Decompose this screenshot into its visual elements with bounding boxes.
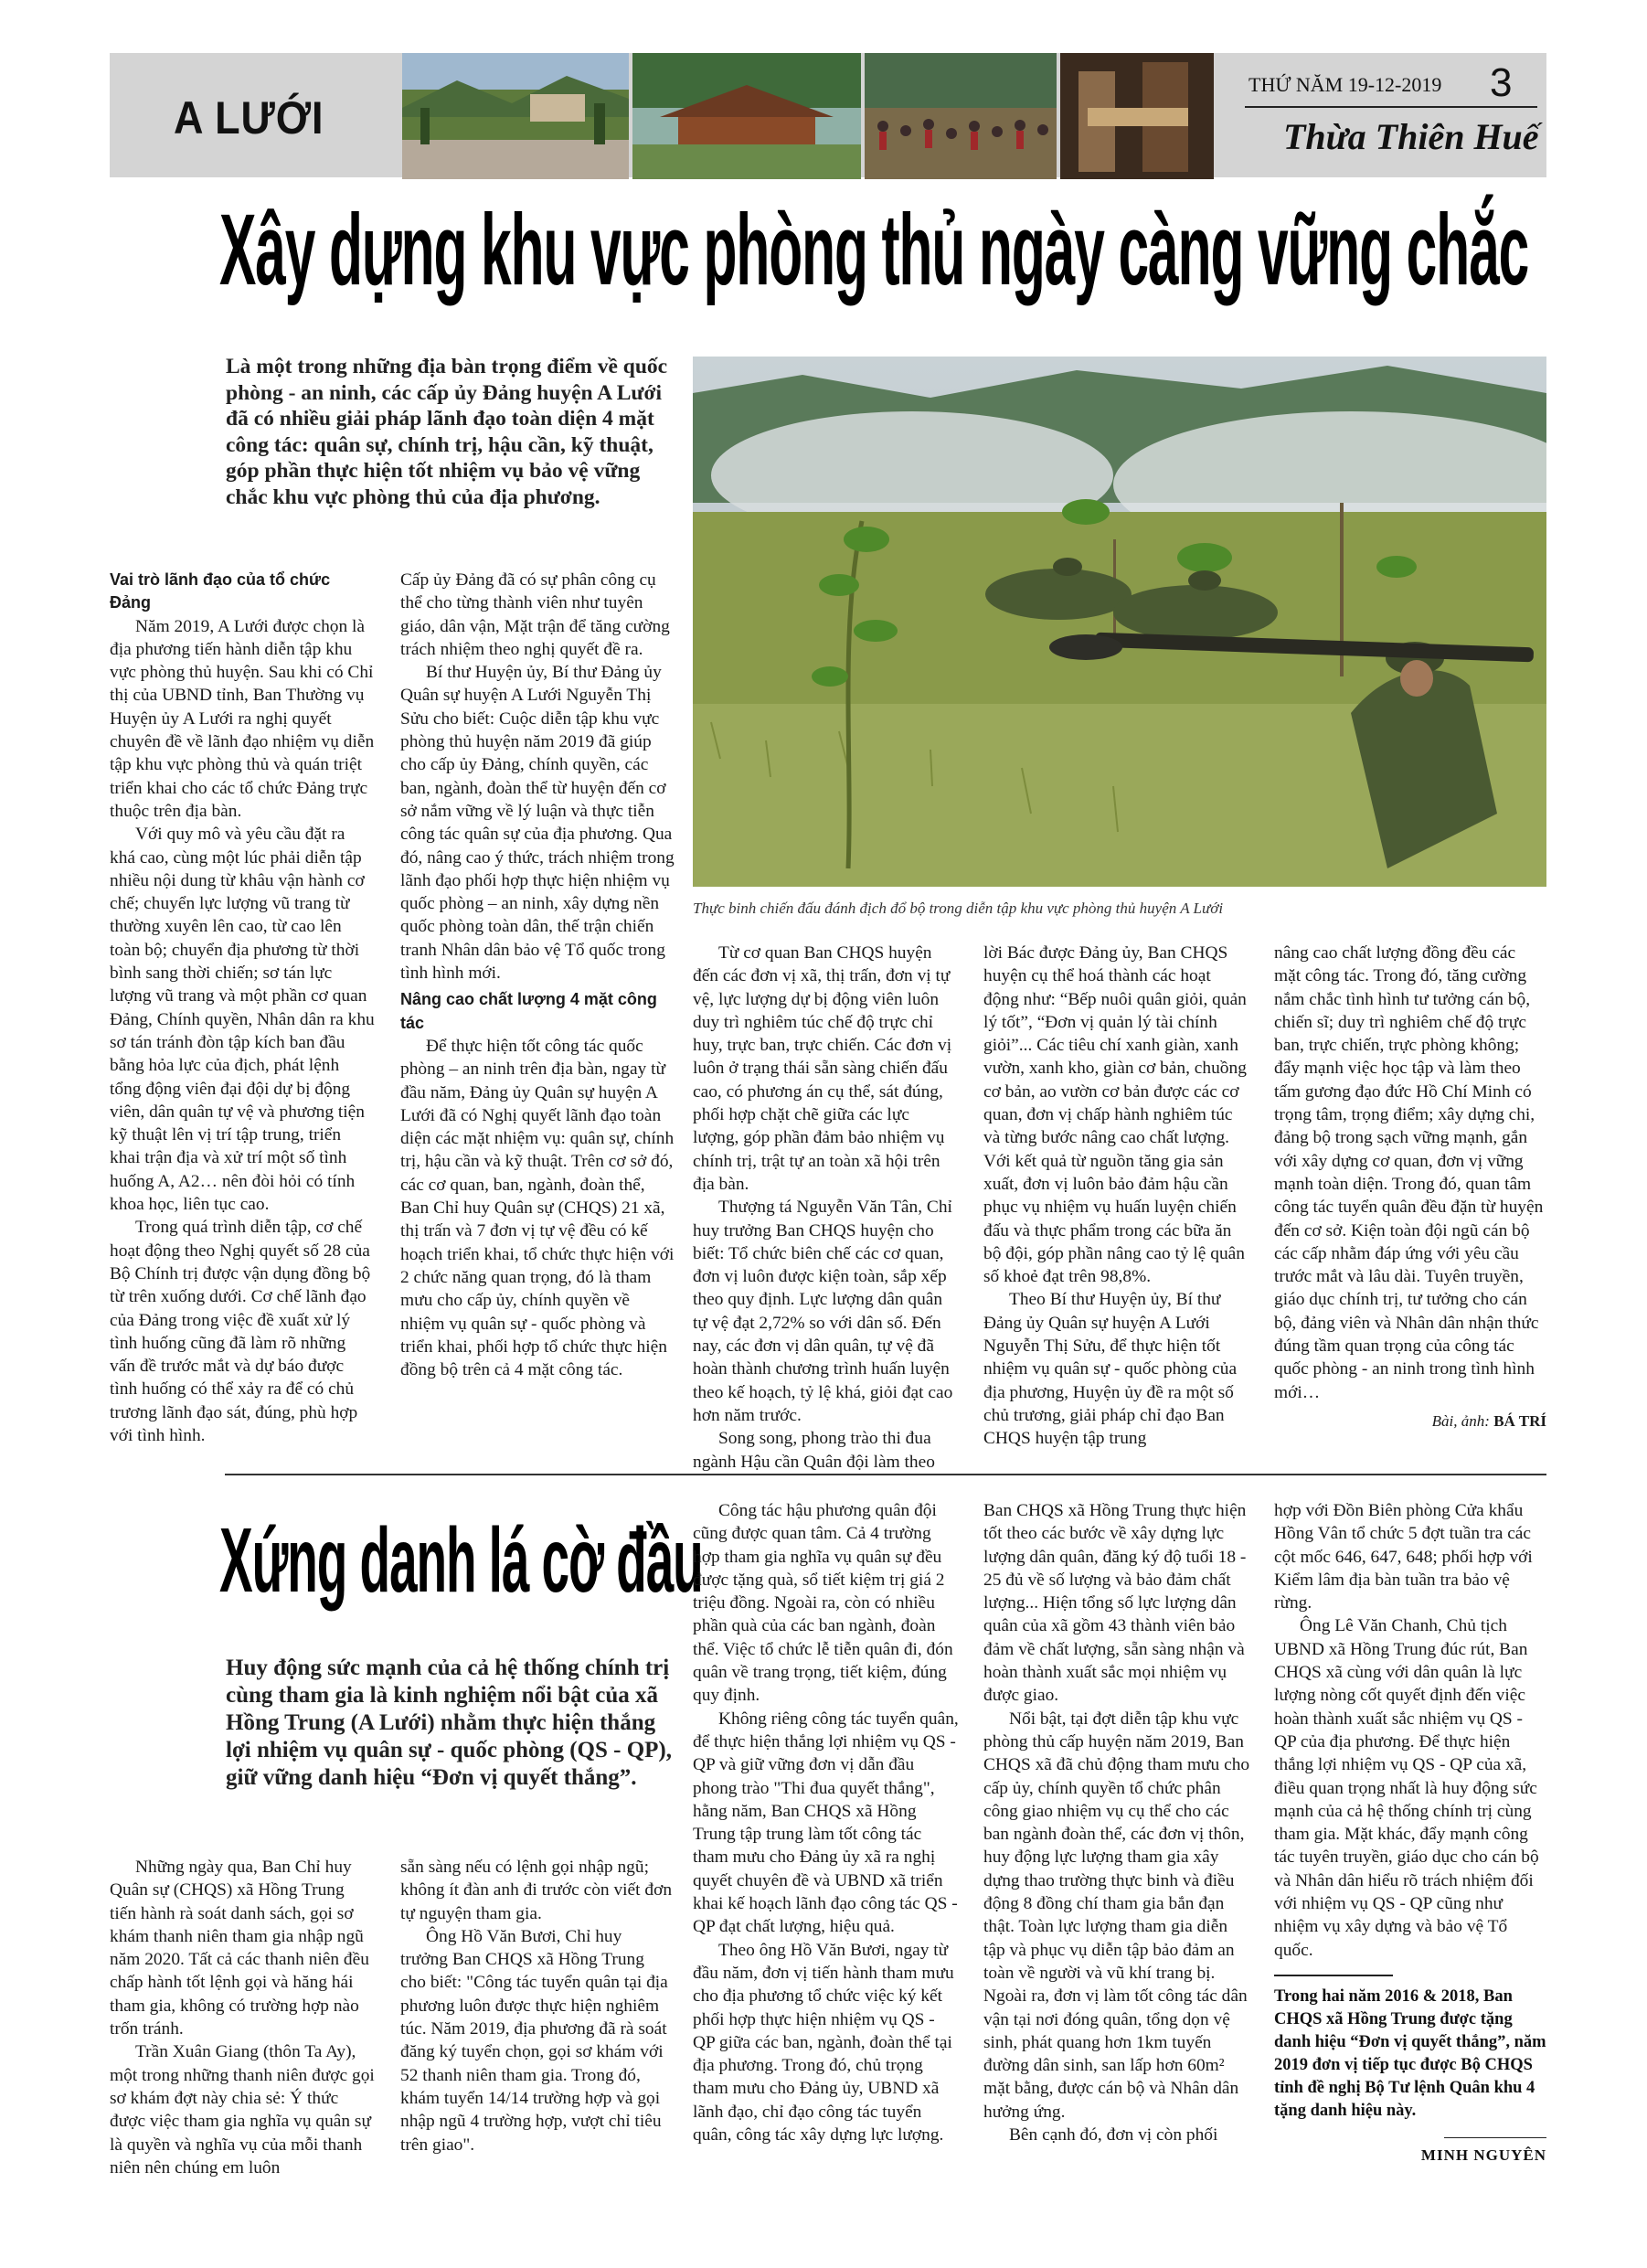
paragraph: Bên cạnh đó, đơn vị còn phối (1009, 2125, 1218, 2146)
article1-column-5 (1274, 942, 1546, 1432)
paragraph: Trong quá trình diễn tập, cơ chế hoạt động theo Nghị quyết số 28 của Bộ Chính trị được vận dụng đồng bộ từ trên xuống dưới. Cơ chế lãnh đạo của Đảng trong việc đề xuất xử lý tình huống cũng đã làm rõ những vấn đề trước mắt và dự báo được tình huống có thể xảy ra để có chủ trương lãnh đạo sát, đúng, phù hợp với tình hình. (110, 1218, 371, 1445)
header-photo-weaving (1060, 53, 1214, 179)
paragraph: Ông Hồ Văn Bươi, Chỉ huy trưởng Ban CHQS xã Hồng Trung cho biết: "Công tác tuyển quân tại địa phương luôn được thực hiện nghiêm túc. Năm 2019, địa phương đã rà soát đăng ký tuyển chọn, gọi sơ khám với 52 thanh niên tham gia. Trong đó, khám tuyển 14/14 trường hợp và gọi nhập ngũ 4 trường hợp, vượt chỉ tiêu trên giao". (400, 1926, 668, 2155)
paragraph: Song song, phong trào thi đua ngành Hậu cần Quân đội làm theo (693, 1429, 935, 1472)
paragraph: Công tác hậu phương quân đội cũng được quan tâm. Cả 4 trường hợp tham gia nghĩa vụ quân sự đều được tặng quà, sổ tiết kiệm trị giá 2 triệu đồng. Ngoài ra, còn có nhiều phần quà của các ban ngành, đoàn thể. Việc tổ chức lễ tiễn quân đi, đón quân về trang trọng, tiết kiệm, đúng quy định. (693, 1501, 953, 1706)
article2-column-1 (110, 1856, 375, 2179)
article1-column-3 (693, 942, 960, 1474)
article1-lede: Là một trong những địa bàn trọng điểm về quốc phòng - an ninh, các cấp ủy Đảng huyện A Lưới đã có nhiều giải pháp lãnh đạo toàn diện 4 mặt công tác: quân sự, chính trị, hậu cần, kỹ thuật, góp phần thực hiện tốt nhiệm vụ bảo vệ vững chắc khu vực phòng thủ của địa phương. (226, 355, 668, 509)
article2-column-4 (983, 1499, 1250, 2146)
article1-author: BÁ TRÍ (1493, 1411, 1546, 1430)
paragraph: Để thực hiện tốt công tác quốc phòng – an ninh trên địa bàn, ngay từ đầu năm, Đảng ủy Quân sự huyện A Lưới đã có Nghị quyết lãnh đạo toàn diện các mặt nhiệm vụ: quân sự, chính trị, hậu cần và kỹ thuật. Trên cơ sở đó, các cơ quan, ban, ngành, đoàn thể, Ban Chỉ huy Quân sự (CHQS) 21 xã, thị trấn và 7 đơn vị tự vệ đều có kế hoạch triển khai, tổ chức thực hiện với 2 chức năng quan trọng, đó là tham mưu cho cấp ủy, chính quyền về nhiệm vụ quân sự - quốc phòng và triển khai, phối hợp tổ chức thực hiện đồng bộ trên cả 4 mặt công tác. (400, 1036, 675, 1380)
paragraph: Từ cơ quan Ban CHQS huyện đến các đơn vị xã, thị trấn, đơn vị tự vệ, lực lượng dự bị động viên luôn duy trì nghiêm túc chế độ trực chỉ huy, trực ban, trực chiến. Các đơn vị luôn ở trạng thái sẵn sàng chiến đấu cao, có phương án cụ thể, sát đúng, phối hợp chặt chẽ giữa các lực lượng, góp phần đảm bảo nhiệm vụ chính trị, trật tự an toàn xã hội trên địa bàn. (693, 943, 952, 1194)
paragraph: Thượng tá Nguyễn Văn Tân, Chỉ huy trưởng Ban CHQS huyện cho biết: Tổ chức biên chế các cơ quan, đơn vị luôn được kiện toàn, sắp xếp theo quy định. Lực lượng dân quân tự vệ đạt 2,72% so với dân số. Đến nay, các đơn vị dân quân, tự vệ đã hoàn thành chương trình huấn luyện theo kế hoạch, tỷ lệ khá, giỏi đạt cao hơn năm trước. (693, 1198, 953, 1425)
article1-photo (693, 357, 1546, 887)
header-photo-stilt-house (632, 53, 861, 179)
paragraph: Nổi bật, tại đợt diễn tập khu vực phòng thủ cấp huyện năm 2019, Ban CHQS xã đã chủ động tham mưu cho cấp ủy, chính quyền tổ chức phân công giao nhiệm vụ cụ thể cho các ban ngành đoàn thể, các đơn vị thôn, huy động lực lượng tham gia xây dựng thao trường thực binh và điều động 8 đồng chí tham gia bắn đạn thật. Toàn lực lượng tham gia diễn tập và phục vụ diễn tập bảo đảm an toàn về người và vũ khí trang bị. Ngoài ra, đơn vị làm tốt công tác dân vận tại nơi đóng quân, tổng dọn vệ sinh, phát quang hơn 1km tuyến đường dân sinh, san lấp hơn 60m² mặt bằng, được cán bộ và Nhân dân hưởng ứng. (983, 1709, 1250, 2122)
paragraph: Bí thư Huyện ủy, Bí thư Đảng ủy Quân sự huyện A Lưới Nguyễn Thị Sửu cho biết: Cuộc diễn tập khu vực phòng thủ huyện năm 2019 đã giúp cho cấp ủy Đảng, chính quyền, các ban, ngành, đoàn thể từ huyện đến cơ sở nắm vững về lý luận và thực tiễn công tác quân sự của địa phương. Qua đó, nâng cao ý thức, trách nhiệm trong lãnh đạo phối hợp thực hiện nhiệm vụ quốc phòng – an ninh, xây dựng nền quốc phòng toàn dân, thế trận chiến tranh Nhân dân bảo vệ Tổ quốc trong tình hình mới. (400, 663, 675, 984)
article-divider (225, 1474, 1546, 1475)
article2-column-5 (1274, 1499, 1546, 1962)
article1-headline: Xây dựng khu vực phòng thủ ngày càng vững chắc (219, 194, 1529, 306)
paragraph: Những ngày qua, Ban Chỉ huy Quân sự (CHQS) xã Hồng Trung tiến hành rà soát danh sách, gọi sơ khám thanh niên tham gia nhập ngũ năm 2020. Tất cả các thanh niên đều chấp hành tốt lệnh gọi và hăng hái tham gia, không có trường hợp nào trốn tránh. (110, 1858, 369, 2039)
article2-lede: Huy động sức mạnh của cả hệ thống chính trị cùng tham gia là kinh nghiệm nổi bật của xã Hồng Trung (A Lưới) nhằm thực hiện thắng lợi nhiệm vụ quân sự - quốc phòng (QS - QP), giữ vững danh hiệu “Đơn vị quyết thắng”. (226, 1656, 672, 1790)
note-rule-top (1274, 1975, 1393, 1976)
article1-byline: Bài, ảnh: BÁ TRÍ (1431, 1411, 1546, 1430)
article1-subhead-2: Nâng cao chất lượng 4 mặt công tác (400, 990, 657, 1032)
section-name: A LƯỚI (174, 92, 324, 144)
article2-author: MINH NGUYÊN (1420, 2146, 1546, 2164)
paragraph: Ông Lê Văn Chanh, Chủ tịch UBND xã Hồng Trung đúc rút, Ban CHQS xã cùng với dân quân là lực lượng nòng cốt quyết định đến việc hoàn thành xuất sắc nhiệm vụ QS - QP của địa phương. Để thực hiện thắng lợi nhiệm vụ QS - QP của xã, điều quan trọng nhất là huy động sức mạnh của cả hệ thống chính trị cùng tham gia. Mặt khác, đẩy mạnh công tác tuyên truyền, giáo dục cho cán bộ và Nhân dân hiểu rõ trách nhiệm đối với nhiệm vụ QS - QP cũng như nhiệm vụ xây dựng và bảo vệ Tổ quốc. (1274, 1616, 1539, 1960)
paragraph: nâng cao chất lượng đồng đều các mặt công tác. Trong đó, tăng cường nắm chắc tình hình tư tưởng cán bộ, chiến sĩ; duy trì nghiêm chế độ trực ban, trực chiến, trực phòng không; đẩy mạnh việc học tập và làm theo tấm gương đạo đức Hồ Chí Minh có trọng tâm, trọng điểm; xây dựng chi, đảng bộ trong sạch vững mạnh, gắn với xây dựng cơ quan, đơn vị vững mạnh toàn diện. Trong đó, quan tâm công tác tuyển quân đều đặn từ huyện đến cơ sở. Kiện toàn đội ngũ cán bộ các cấp nhằm đáp ứng với yêu cầu trước mắt và lâu dài. Tuyên truyền, giáo dục chính trị, tư tưởng cho cán bộ, đảng viên và Nhân dân nhận thức đúng tầm quan trọng của công tác quốc phòng - an ninh trong tình hình mới… (1274, 943, 1544, 1402)
article1-column-4 (983, 942, 1250, 1451)
note-rule-bottom (1444, 2137, 1546, 2138)
header-photo-festival (865, 53, 1057, 179)
paragraph: lời Bác được Đảng ủy, Ban CHQS huyện cụ thể hoá thành các hoạt động như: “Bếp nuôi quân giỏi, quản lý tốt”, “Đơn vị quản lý tài chính giỏi”... Các tiêu chí xanh giàn, xanh vườn, xanh kho, giàn cơ bản, chuồng cơ bản, ao vườn cơ bản được các cơ quan, đơn vị chấp hành nghiêm túc và từng bước nâng cao chất lượng. Với kết quả từ nguồn tăng gia sản xuất, đơn vị luôn bảo đảm hậu cần phục vụ nhiệm vụ huấn luyện chiến đấu và thực phẩm trong các bữa ăn bộ đội, góp phần nâng cao tỷ lệ quân số khoẻ đạt trên 98,8%. (983, 943, 1247, 1287)
article2-headline: Xứng danh lá cờ đầu (219, 1509, 703, 1612)
issue-date: THỨ NĂM 19-12-2019 (1249, 73, 1442, 96)
paragraph: Trần Xuân Giang (thôn Ta Ay), một trong những thanh niên được gọi sơ khám đợt này chia sẻ: Ý thức được việc tham gia nghĩa vụ quân sự là quyền và nghĩa vụ của mỗi thanh niên nên chúng em luôn (110, 2042, 375, 2177)
paragraph: Theo Bí thư Huyện ủy, Bí thư Đảng ủy Quân sự huyện A Lưới Nguyễn Thị Sửu, để thực hiện tốt nhiệm vụ quân sự - quốc phòng của địa phương, Huyện ủy đề ra một số chủ trương, giải pháp chỉ đạo Ban CHQS huyện tập trung (983, 1290, 1238, 1449)
page-number: 3 (1490, 60, 1513, 105)
paragraph: Cấp ủy Đảng đã có sự phân công cụ thể cho từng thành viên như tuyên giáo, dân vận, Mặt trận để tăng cường trách nhiệm theo nghị quyết đề ra. (400, 570, 670, 659)
paragraph: sẵn sàng nếu có lệnh gọi nhập ngũ; không ít đàn anh đi trước còn viết đơn tự nguyện tham gia. (400, 1858, 673, 1923)
paragraph: Ban CHQS xã Hồng Trung thực hiện tốt theo các bước về xây dựng lực lượng dân quân, đăng ký độ tuổi 18 - 25 đủ về số lượng và bảo đảm chất lượng... Hiện tổng số lực lượng dân quân của xã gồm 43 thành viên bảo đảm về chất lượng, sẵn sàng nhận và hoàn thành xuất sắc mọi nhiệm vụ được giao. (983, 1501, 1247, 1706)
article2-column-3 (693, 1499, 960, 2146)
article2-column-2 (400, 1856, 673, 2156)
paragraph: Năm 2019, A Lưới được chọn là địa phương tiến hành diễn tập khu vực phòng thủ huyện. Sau khi có Chỉ thị của UBND tỉnh, Ban Thường vụ Huyện ủy A Lưới ra nghị quyết chuyên đề về lãnh đạo nhiệm vụ diễn tập khu vực phòng thủ và quán triệt triển khai cho các tổ chức Đảng trực thuộc trên địa bàn. (110, 616, 375, 821)
article1-column-2 (400, 569, 675, 1381)
date-rule (1245, 106, 1537, 108)
paper-name: Thừa Thiên Huế (1283, 116, 1539, 157)
paragraph: Theo ông Hồ Văn Bươi, ngay từ đầu năm, đơn vị tiến hành tham mưu cho địa phương tổ chức việc ký kết phối hợp thực hiện nhiệm vụ QS - QP giữa các ban, ngành, đoàn thể tại địa phương. Trong đó, chủ trọng tham mưu cho Đảng ủy, UBND xã lãnh đạo, chỉ đạo công tác tuyển quân, công tác xây dựng lực lượng. (693, 1940, 954, 2146)
article1-subhead-1: Vai trò lãnh đạo của tổ chức Đảng (110, 570, 331, 612)
article1-column-1 (110, 569, 375, 1447)
paragraph: Với quy mô và yêu cầu đặt ra khá cao, cùng một lúc phải diễn tập nhiều nội dung từ khâu vận hành cơ chế; chuyển lực lượng vũ trang từ thường xuyên lên cao, từ cao lên toàn bộ; chuyển địa phương từ thời bình sang thời chiến; sơ tán lực lượng vũ trang và một phần cơ quan Đảng, Chính quyền, Nhân dân ra khu sơ tán tránh đòn tập kích ban đầu bằng hỏa lực của địch, phát lệnh tổng động viên đại đội dự bị động viên, dân quân tự vệ và phương tiện kỹ thuật lên vị trí tập trung, triển khai trận địa và xử trí một số tình huống A, A2… nên đòi hỏi có tính khoa học, liên tục cao. (110, 825, 375, 1215)
article1-photo-caption: Thực binh chiến đấu đánh địch đổ bộ trong diễn tập khu vực phòng thủ huyện A Lưới (693, 900, 1224, 917)
paragraph: Không riêng công tác tuyển quân, để thực hiện thắng lợi nhiệm vụ QS - QP và giữ vững đơn vị dẫn đầu phong trào "Thi đua quyết thắng", hằng năm, Ban CHQS xã Hồng Trung tập trung làm tốt công tác tham mưu cho Đảng ủy xã ra nghị quyết chuyên đề và UBND xã triển khai kế hoạch lãnh đạo công tác QS - QP đạt chất lượng, hiệu quả. (693, 1709, 959, 1937)
header-photo-town (402, 53, 629, 179)
paragraph: hợp với Đồn Biên phòng Cửa khẩu Hồng Vân tổ chức 5 đợt tuần tra các cột mốc 646, 647, 648; phối hợp với Kiểm lâm địa bàn tuần tra bảo vệ rừng. (1274, 1501, 1533, 1613)
article2-note: Trong hai năm 2016 & 2018, Ban CHQS xã Hồng Trung được tặng danh hiệu “Đơn vị quyết thắng”, năm 2019 đơn vị tiếp tục được Bộ CHQS tỉnh đề nghị Bộ Tư lệnh Quân khu 4 tặng danh hiệu này. (1274, 1987, 1546, 2120)
